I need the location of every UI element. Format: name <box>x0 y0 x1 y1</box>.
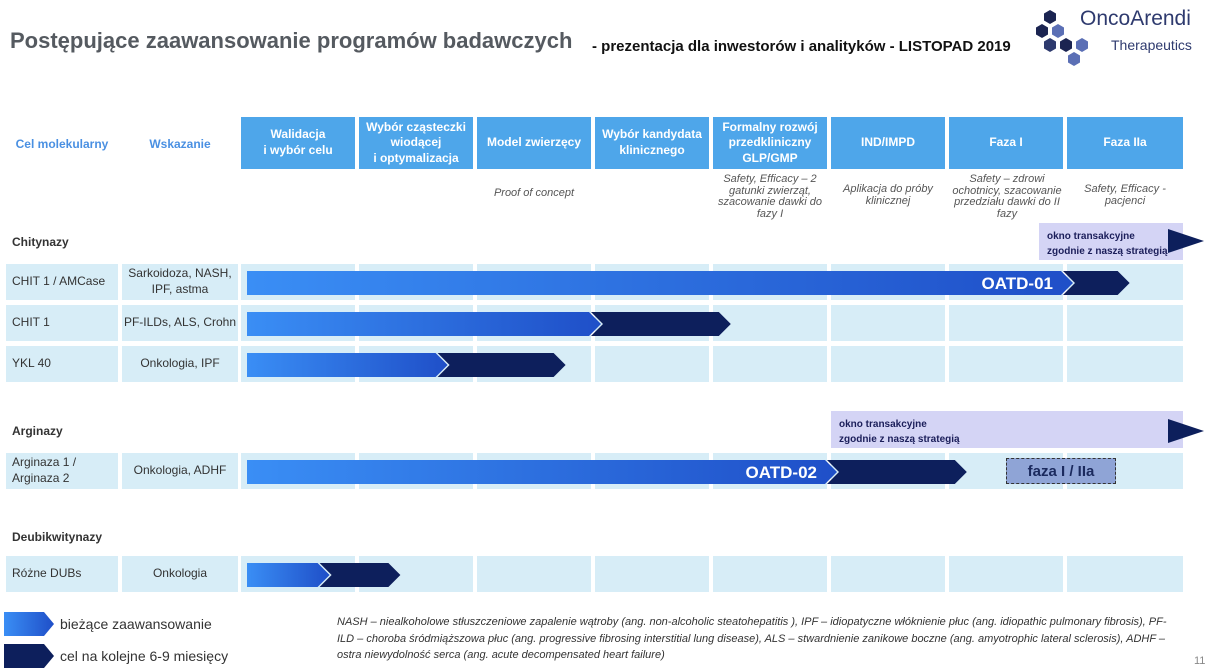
phase-label: Faza I <box>989 135 1023 150</box>
row-indication-dubs: Onkologia <box>152 566 208 581</box>
phase-label: Wybór kandydata klinicznego <box>602 127 702 157</box>
phase-label: Faza IIa <box>1103 135 1147 150</box>
phase-label: Wybór cząsteczki wiodącej i optymalizacja <box>366 119 466 165</box>
transaction-window-label: okno transakcyjne zgodnie z naszą strategią <box>839 419 960 445</box>
current-progress-bar <box>247 312 601 336</box>
phase-label: Model zwierzęcy <box>486 135 582 150</box>
logo-name: OncoArendi <box>1080 7 1191 30</box>
note-phase-2a: Safety, Efficacy - pacjenci <box>1084 183 1166 207</box>
compound-label: OATD-02 <box>745 463 817 482</box>
abbreviations-footnote: NASH – niealkoholowe stłuszczeniowe zapalenie wątroby (ang. non-alcoholic steatohepatitis ), IPF – idiopatyczne włóknienie płuc (ang. idiopathic pulmonary fibrosis), PF-ILD – choroba śródmiąższowa płuc (ang. progressive fibrosing interstitial lung disease), ALS – stwardnienie zanikowe boczne (ang. amyotrophic lateral sclerosis), ADHF – ostra niewydolność serca (ang. acute decompensated heart failure) <box>337 616 1167 661</box>
note-ind: Aplikacja do próby klinicznej <box>843 183 933 207</box>
row-indication-arginase: Onkologia, ADHF <box>133 463 227 478</box>
target-progress-bar <box>827 460 967 484</box>
row-target-chit1-amcase: CHIT 1 / AMCase <box>12 274 106 289</box>
section-deubiquitinases: Deubikwitynazy <box>12 530 103 544</box>
phase-label: IND/IMPD <box>861 135 915 150</box>
phase-label: Walidacja i wybór celu <box>263 127 333 157</box>
note-formal-development: Safety, Efficacy – 2 gatunki zwierząt, szacowanie dawki do fazy I <box>718 173 822 220</box>
row-target-chit1: CHIT 1 <box>12 315 50 330</box>
legend-target-label: cel na kolejne 6-9 miesięcy <box>60 648 229 664</box>
logo-subtitle: Therapeutics <box>1111 37 1192 53</box>
column-header-target: Cel molekularny <box>15 137 109 151</box>
current-progress-bar <box>247 563 330 587</box>
phase-label: Formalny rozwój przedkliniczny GLP/GMP <box>722 119 818 165</box>
section-chitinases: Chitynazy <box>12 235 69 249</box>
section-arginases: Arginazy <box>12 424 63 438</box>
legend-current-icon <box>4 612 56 637</box>
page-title: Postępujące zaawansowanie programów badawczych <box>10 28 573 53</box>
target-progress-bar <box>320 563 401 587</box>
row-indication-chit1: PF-ILDs, ALS, Crohn <box>123 315 237 330</box>
target-progress-bar <box>591 312 731 336</box>
current-progress-bar <box>247 353 448 377</box>
transaction-window-label: okno transakcyjne zgodnie z naszą strategią <box>1047 231 1168 257</box>
row-target-arginase: Arginaza 1 / Arginaza 2 <box>12 455 77 485</box>
row-indication-ykl40: Onkologia, IPF <box>140 356 220 371</box>
legend-current-label: bieżące zaawansowanie <box>60 616 212 632</box>
note-phase-1: Safety – zdrowi ochotnicy, szacowanie przedziału dawki do II fazy <box>952 173 1062 220</box>
legend-target-icon <box>4 644 56 669</box>
compound-label: OATD-01 <box>981 274 1053 293</box>
note-proof-of-concept: Proof of concept <box>493 187 575 199</box>
row-indication-chit1-amcase: Sarkoidoza, NASH, IPF, astma <box>128 266 232 296</box>
phase-1-2a-target-box: faza I / IIa <box>1006 458 1116 484</box>
column-header-indication: Wskazanie <box>149 137 211 151</box>
row-target-ykl40: YKL 40 <box>12 356 51 371</box>
page-subtitle: - prezentacja dla inwestorów i analityków - LISTOPAD 2019 <box>592 38 1011 55</box>
row-target-dubs: Różne DUBs <box>12 566 82 581</box>
target-progress-bar <box>438 353 566 377</box>
current-progress-bar <box>247 271 1073 295</box>
page-number: 11 <box>1194 655 1206 667</box>
